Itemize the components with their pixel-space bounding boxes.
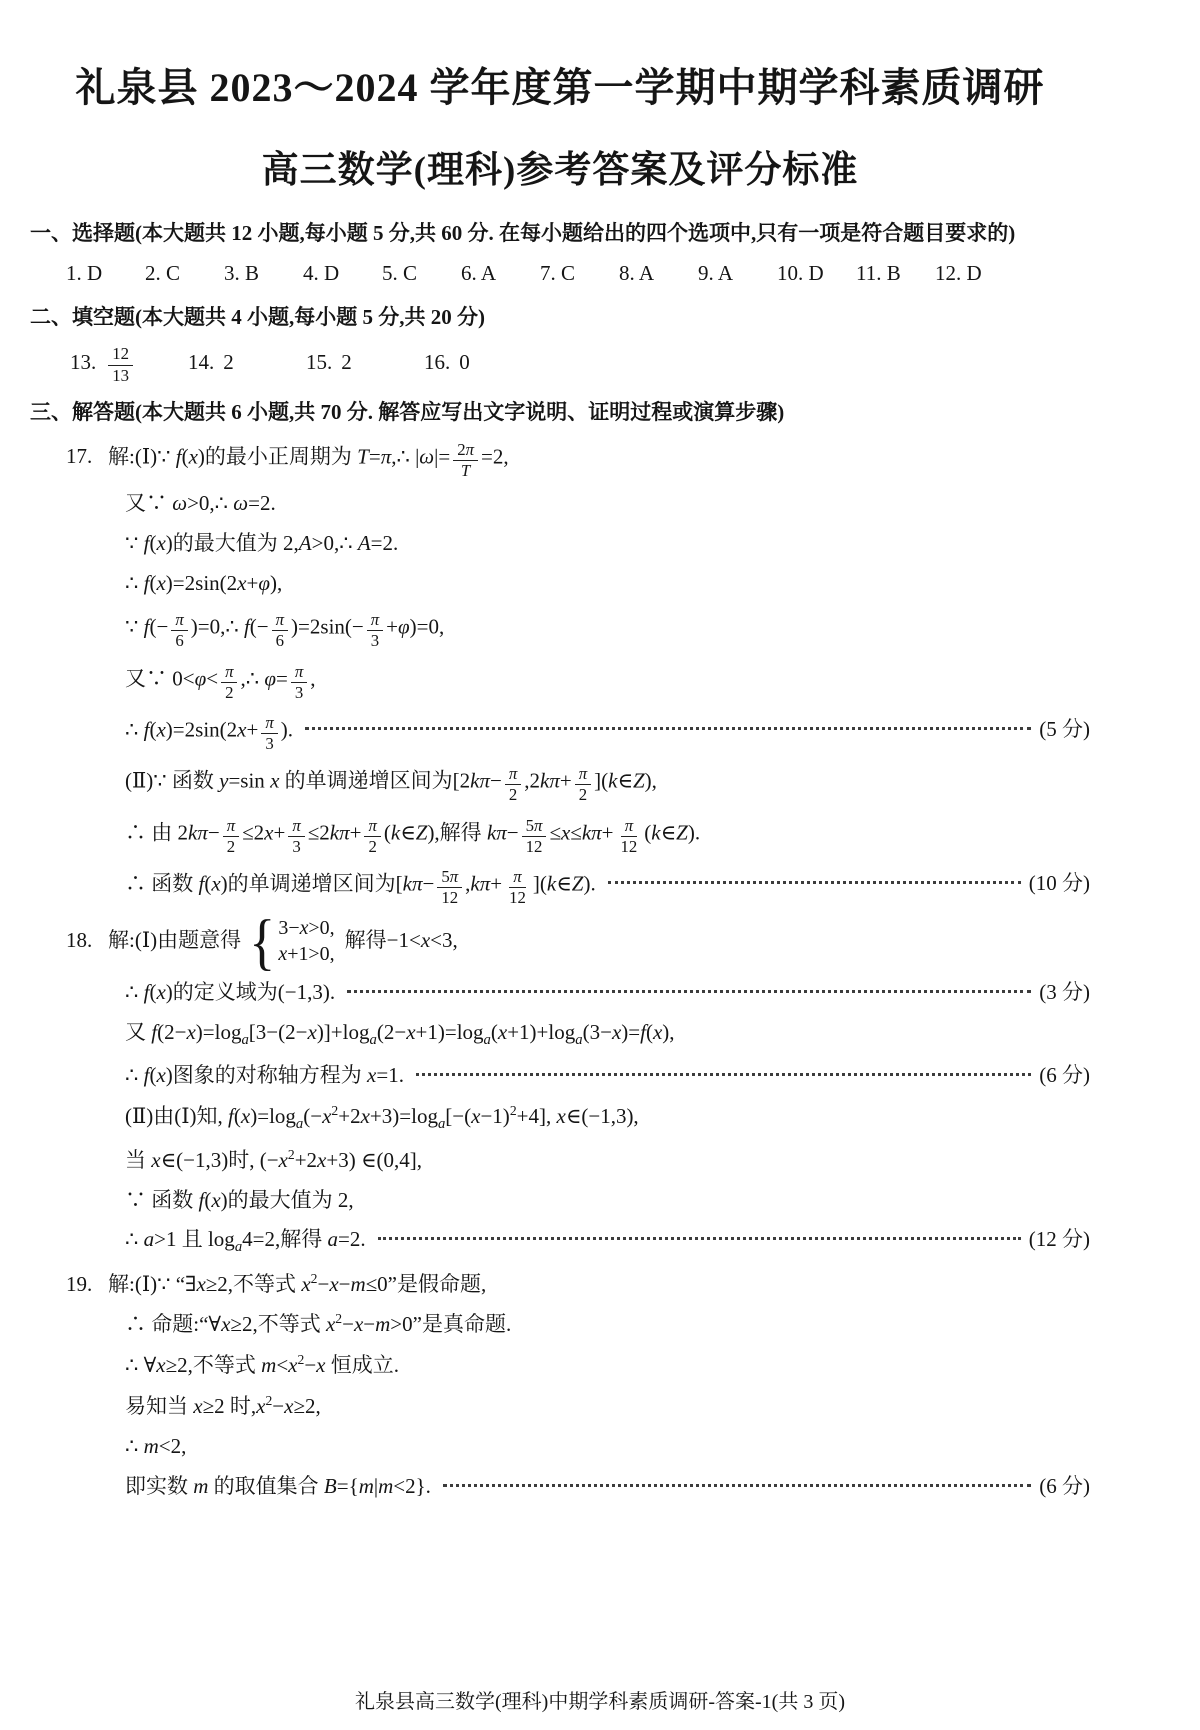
solution-line: ∴ ∀x≥2,不等式 $m<x^2-x$ 恒成立. (125, 1352, 399, 1378)
solution-line: 又 $f(2-x)=\log_a[3-(2-x)]+\log_a(2-x+1)=\log_a(x+1)+\log_a(3-x)=f(x)$, (125, 1019, 675, 1049)
choice-answer: 5. C (382, 260, 418, 285)
blank-answer: 15. 2 (306, 350, 352, 375)
question-number: 18. (66, 927, 93, 952)
choice-answer: 9. A (698, 260, 734, 285)
fraction: $\frac{\pi}{2}$ (575, 764, 591, 805)
question-number: 19. (66, 1271, 93, 1296)
solution-line: ∴ 函数 f(x)的单调递增区间为[kπ− $\frac{5\pi}{12}$ ,kπ+ $\frac{\pi}{12}$ ](k∈Z). (10 分) (125, 866, 1090, 908)
fraction: $\frac{\pi}{12}$ (620, 815, 638, 856)
blank-answer: 14. 2 (188, 350, 234, 375)
solution-line: ∴ f(x)=2sin(2x+ $\frac{\pi}{3}$ ). (5 分) (125, 712, 1090, 754)
fraction: $\frac{5\pi}{12}$ (437, 867, 462, 908)
section-header: 二、填空题(本大题共 4 小题,每小题 5 分,共 20 分) (30, 304, 485, 329)
solution-line: 当 x∈(−1,3)时, $(-x^2+2x+3)$ ∈(0,4], (125, 1146, 422, 1172)
dotted-leader (608, 881, 1021, 884)
solution-line: ∵ f(x)的最大值为 2,A>0,∴ A=2. (125, 530, 399, 555)
page-footer: 礼泉县高三数学(理科)中期学科素质调研-答案-1(共 3 页) (355, 1691, 845, 1713)
fraction: $\frac{\pi}{12}$ (509, 866, 526, 908)
choice-answer: 3. B (224, 260, 260, 285)
fraction: $\frac{\pi}{3}$ (367, 610, 383, 651)
solution-line: ∴ f(x)的定义域为(−1,3). (3 分) (30, 978, 1090, 1008)
solution-line: ∴ f(x)=2sin(2x+φ), (125, 570, 283, 595)
solution-line: 又∵ ω>0,∴ ω=2. (125, 490, 276, 515)
solution-line: ∴ f(x)图象的对称轴方程为 x=1. (6 分) (30, 1061, 1090, 1091)
solution-line: (Ⅱ)∵ 函数 y=sin x 的单调递增区间为[2kπ− $\frac{\pi}{2}$ ,2kπ+ $\frac{\pi}{2}$ ](k∈Z), (125, 764, 657, 805)
blank-answer: 16. 0 (424, 350, 470, 375)
document-body (30, 219, 1090, 1501)
dotted-leader (443, 1484, 1031, 1487)
fraction: $\frac{\pi}{3}$ (261, 713, 277, 754)
solution-line: 17. 解:(Ⅰ)∵ f(x)的最小正周期为 T=π,∴ |ω|= $\frac{2\pi}{T}$ =2, (66, 439, 509, 480)
fraction: $\frac{\pi}{6}$ (272, 610, 288, 651)
score-label: (12 分) (1028, 1227, 1090, 1252)
blank-answer: 13. $\frac{12}{13}$ (70, 342, 188, 383)
question-number: 17. (66, 444, 93, 469)
fraction: $\frac{\pi}{2}$ (223, 816, 239, 857)
score-label: (3 分) (1039, 980, 1090, 1005)
choice-answer: 8. A (619, 260, 655, 285)
section-header: 三、解答题(本大题共 6 小题,共 70 分. 解答应写出文字说明、证明过程或演算步骤) (30, 399, 785, 424)
fraction: $\frac{\pi}{6}$ (171, 610, 187, 651)
blank-answers-row (30, 342, 1090, 383)
choice-answer: 4. D (303, 260, 340, 285)
score-label: (10 分) (1028, 871, 1090, 896)
dotted-leader (347, 990, 1031, 993)
choice-answers-row (30, 259, 1090, 289)
dotted-leader (378, 1237, 1021, 1240)
solution-line: 易知当 x≥2 时$,x^2-x\ge 2$, (125, 1392, 321, 1418)
fraction: $\frac{\pi}{3}$ (291, 662, 307, 703)
dotted-leader (416, 1073, 1031, 1076)
solution-line: 19. 解:(Ⅰ)∵ “∃x≥2,不等式 $x^2-x-m\le 0$”是假命题, (30, 1269, 1090, 1300)
choice-answer: 10. D (777, 260, 824, 285)
solution-line: ∵ 函数 f(x)的最大值为 2, (125, 1187, 354, 1212)
solution-line: 即实数 m 的取值集合 B={m|m<2}. (6 分) (30, 1472, 1090, 1502)
section-header: 一、选择题(本大题共 12 小题,每小题 5 分,共 60 分. 在每小题给出的四个选项中,只有一项是符合题目要求的) (30, 221, 1016, 245)
fraction: $\frac{\pi}{3}$ (288, 816, 304, 857)
choice-answer: 6. A (461, 260, 497, 285)
solution-line: ∴ a>1 且 $\log_a4=2$,解得 a=2. (12 分) (125, 1227, 1090, 1256)
choice-answer: 11. B (856, 260, 901, 285)
solution-line: ∵ f(− $\frac{\pi}{6}$ )=0,∴ f(− $\frac{\pi}{6}$ )=2sin(− $\frac{\pi}{3}$ +φ)=0, (125, 610, 445, 651)
solution-line: 又∵ 0<φ< $\frac{\pi}{2}$ ,∴ φ= $\frac{\pi}{3}$ , (125, 661, 316, 702)
choice-answer: 2. C (145, 260, 181, 285)
dotted-leader (305, 727, 1031, 730)
solution-line: (Ⅱ)由(Ⅰ)知, $f(x)=\log_a(-x^2+2x+3)=\log_a[-(x-1)^2+4]$, x∈(−1,3), (125, 1102, 639, 1132)
fraction: $\frac{\pi}{2}$ (364, 816, 380, 857)
page-subtitle: 高三数学(理科)参考答案及评分标准 (261, 150, 859, 191)
choice-answer: 1. D (66, 260, 103, 285)
cases-brace: { 3−x>0, x+1>0, (249, 906, 335, 977)
fraction: $\frac{\pi}{2}$ (505, 764, 521, 805)
choice-answer: 12. D (935, 260, 982, 285)
score-label: (6 分) (1039, 1473, 1090, 1498)
solution-line: ∴ 由 2kπ− $\frac{\pi}{2}$ ≤2x+ $\frac{\pi}{3}$ ≤2kπ+ $\frac{\pi}{2}$ (k∈Z),解得 kπ− $\frac{5\pi}{12}$ ≤x≤kπ+ $\frac{\pi}{12}$ (k∈Z). (125, 815, 701, 856)
score-label: (6 分) (1039, 1062, 1090, 1087)
solution-line: ∴ 命题:“∀x≥2,不等式 $x^2-x-m>0$”是真命题. (125, 1311, 512, 1337)
fraction: $\frac{2\pi}{T}$ (453, 440, 478, 481)
fraction: $\frac{5\pi}{12}$ (522, 816, 547, 857)
fraction: $\frac{12}{13}$ (108, 344, 133, 385)
choice-answer: 7. C (540, 260, 576, 285)
fraction: $\frac{\pi}{2}$ (221, 662, 237, 703)
page-title: 礼泉县 2023～2024 学年度第一学期中期学科素质调研 (75, 65, 1045, 110)
score-label: (5 分) (1039, 717, 1090, 742)
solution-line: 18. 解:(Ⅰ)由题意得 { 3−x>0, x+1>0, 解得−1<x<3, (66, 906, 458, 977)
solution-line: ∴ m<2, (125, 1433, 187, 1458)
